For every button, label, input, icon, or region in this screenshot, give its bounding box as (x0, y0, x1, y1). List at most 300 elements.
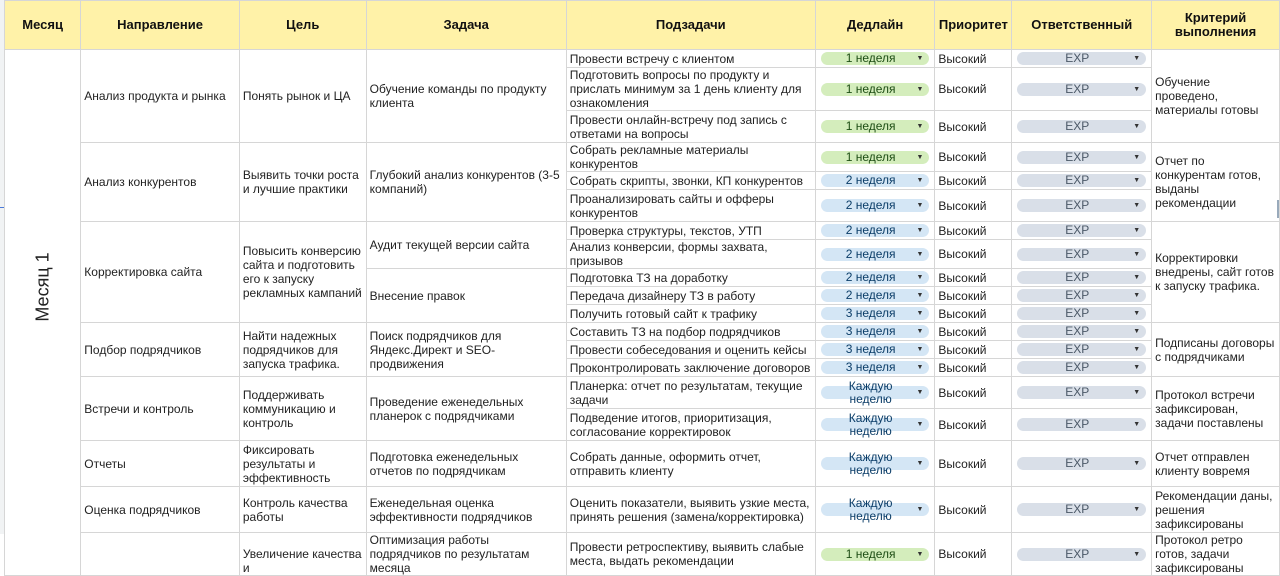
owner-dropdown[interactable] (1017, 386, 1146, 399)
deadline-value: 3 неделя (845, 360, 896, 374)
subtask-cell[interactable] (566, 487, 815, 533)
subtask-cell-text: Провести встречу с клиентом (569, 51, 735, 66)
owner-value: EXP (1065, 198, 1090, 212)
deadline-value: 1 неделя (845, 119, 896, 133)
deadline-dropdown[interactable] (821, 248, 930, 261)
deadline-cell[interactable] (815, 487, 935, 533)
goal-cell[interactable] (239, 441, 366, 487)
owner-dropdown[interactable] (1017, 343, 1146, 356)
dropdown-arrow-icon[interactable]: ▼ (916, 364, 924, 371)
task-cell-text: Обучение команды по продукту клиента (369, 82, 547, 110)
owner-value: EXP (1065, 502, 1090, 516)
deadline-cell[interactable] (815, 222, 935, 240)
table-row (5, 441, 1280, 487)
dropdown-arrow-icon[interactable]: ▼ (916, 55, 924, 62)
deadline-cell[interactable] (815, 409, 935, 441)
subtask-cell-text: Составить ТЗ на подбор подрядчиков (569, 324, 781, 339)
priority-cell-text: Высокий (938, 385, 987, 400)
owner-cell[interactable] (1012, 341, 1152, 359)
deadline-value: Каждую неделю (848, 378, 893, 406)
subtask-cell[interactable] (566, 269, 815, 287)
priority-cell[interactable] (935, 50, 1012, 68)
direction-cell-text: Анализ конкурентов (84, 175, 197, 189)
deadline-dropdown[interactable] (821, 151, 930, 164)
priority-cell-text: Высокий (938, 198, 987, 213)
header-row (5, 1, 1280, 50)
owner-cell[interactable] (1012, 409, 1152, 441)
priority-cell[interactable] (935, 441, 1012, 487)
task-cell-text: Внесение правок (369, 288, 465, 303)
criterion-cell-text: Отчет по конкурентам готов, выданы рекомендации (1155, 154, 1261, 210)
priority-cell-text: Высокий (938, 342, 987, 357)
priority-cell[interactable] (935, 68, 1012, 111)
table-row (5, 487, 1280, 533)
deadline-cell[interactable] (815, 377, 935, 409)
subtask-cell[interactable] (566, 359, 815, 377)
dropdown-arrow-icon[interactable]: ▼ (1133, 292, 1141, 299)
deadline-dropdown[interactable] (821, 289, 930, 302)
deadline-dropdown[interactable] (821, 410, 930, 438)
deadline-cell[interactable] (815, 441, 935, 487)
owner-dropdown[interactable] (1017, 248, 1146, 261)
criterion-cell-text: Отчет отправлен клиенту вовремя (1155, 449, 1250, 478)
table-row (5, 143, 1280, 172)
deadline-value: Каждую неделю (848, 495, 893, 523)
subtask-cell[interactable] (566, 172, 815, 190)
owner-cell[interactable] (1012, 305, 1152, 323)
deadline-cell[interactable] (815, 341, 935, 359)
goal-cell-text: Фиксировать результаты и эффективность (242, 442, 331, 485)
deadline-cell[interactable] (815, 269, 935, 287)
owner-cell[interactable] (1012, 143, 1152, 172)
dropdown-arrow-icon[interactable]: ▼ (1133, 274, 1141, 281)
task-cell-text: Аудит текущей версии сайта (369, 238, 530, 252)
goal-cell[interactable] (239, 533, 366, 576)
owner-dropdown[interactable] (1017, 289, 1146, 302)
dropdown-arrow-icon[interactable]: ▼ (1133, 460, 1141, 467)
priority-cell-text: Высокий (938, 360, 987, 375)
criterion-cell[interactable] (1152, 533, 1280, 576)
dropdown-arrow-icon[interactable]: ▼ (916, 123, 924, 130)
deadline-value: 2 неделя (845, 246, 896, 261)
owner-value: EXP (1065, 119, 1090, 133)
subtask-cell-text: Проверка структуры, текстов, УТП (569, 223, 762, 238)
month-cell[interactable] (5, 50, 81, 576)
owner-dropdown[interactable] (1017, 548, 1146, 561)
owner-dropdown[interactable] (1017, 361, 1146, 374)
dropdown-arrow-icon[interactable]: ▼ (916, 346, 924, 353)
owner-dropdown[interactable] (1017, 199, 1146, 212)
header-subtasks[interactable]: Подзадачи (566, 1, 815, 50)
owner-cell[interactable] (1012, 240, 1152, 269)
deadline-cell[interactable] (815, 190, 935, 222)
owner-value: EXP (1065, 324, 1090, 338)
subtask-cell[interactable] (566, 341, 815, 359)
deadline-cell[interactable] (815, 172, 935, 190)
goal-cell[interactable] (239, 323, 366, 377)
subtask-cell[interactable] (566, 377, 815, 409)
dropdown-arrow-icon[interactable]: ▼ (1133, 250, 1141, 258)
goal-cell[interactable] (239, 222, 366, 323)
subtask-cell[interactable] (566, 533, 815, 576)
dropdown-arrow-icon[interactable]: ▼ (916, 389, 924, 396)
owner-cell[interactable] (1012, 50, 1152, 68)
owner-dropdown[interactable] (1017, 457, 1146, 470)
goal-cell-text: Понять рынок и ЦА (242, 89, 351, 103)
deadline-cell[interactable] (815, 68, 935, 111)
priority-cell-text: Высокий (938, 324, 987, 339)
deadline-value: 3 неделя (845, 324, 896, 338)
table-row (5, 50, 1280, 68)
deadline-dropdown[interactable] (821, 378, 930, 406)
dropdown-arrow-icon[interactable]: ▼ (916, 202, 924, 209)
criterion-cell[interactable] (1152, 143, 1280, 222)
month-label: Месяц 1 (32, 252, 53, 322)
criterion-cell-text: Обучение проведено, материалы готовы (1155, 75, 1259, 117)
subtask-cell[interactable] (566, 287, 815, 305)
subtask-cell[interactable] (566, 190, 815, 222)
priority-cell-text: Высокий (938, 173, 987, 188)
header-deadline[interactable]: Дедлайн (815, 1, 935, 50)
owner-cell[interactable] (1012, 441, 1152, 487)
header-priority[interactable]: Приоритет (935, 1, 1012, 50)
deadline-dropdown[interactable] (821, 343, 930, 356)
subtask-cell-text: Проконтролировать заключение договоров (569, 360, 811, 375)
owner-value: EXP (1065, 306, 1090, 320)
goal-cell[interactable] (239, 50, 366, 143)
priority-cell[interactable] (935, 172, 1012, 190)
dropdown-arrow-icon[interactable]: ▼ (916, 550, 924, 558)
task-cell[interactable] (366, 487, 566, 533)
priority-cell-text: Высокий (938, 270, 987, 285)
direction-cell-text: Подбор подрядчиков (84, 342, 202, 357)
deadline-dropdown[interactable] (821, 271, 930, 284)
direction-cell[interactable] (81, 323, 240, 377)
priority-cell-text: Высокий (938, 502, 987, 517)
owner-dropdown[interactable] (1017, 83, 1146, 96)
dropdown-arrow-icon[interactable]: ▼ (916, 328, 924, 335)
dropdown-arrow-icon[interactable]: ▼ (916, 85, 924, 93)
dropdown-arrow-icon[interactable]: ▼ (1133, 310, 1141, 317)
header-month[interactable]: Месяц (5, 1, 81, 50)
deadline-value: 1 неделя (845, 51, 896, 65)
task-cell-text: Еженедельная оценка эффективности подрядчиков (369, 495, 533, 524)
deadline-dropdown[interactable] (821, 325, 930, 338)
deadline-dropdown[interactable] (821, 120, 930, 133)
dropdown-arrow-icon[interactable]: ▼ (1133, 550, 1141, 558)
deadline-dropdown[interactable] (821, 83, 930, 96)
subtask-cell[interactable] (566, 441, 815, 487)
header-task[interactable]: Задача (366, 1, 566, 50)
subtask-cell-text: Проанализировать сайты и офферы конкурентов (569, 191, 774, 220)
deadline-dropdown[interactable] (821, 224, 930, 237)
subtask-cell-text: Оценить показатели, выявить узкие места, принять решения (замена/корректировка) (569, 495, 810, 524)
criterion-cell-text: Протокол ретро готов, задачи зафиксированы (1155, 533, 1244, 575)
dropdown-arrow-icon[interactable]: ▼ (1133, 506, 1141, 513)
priority-cell-text: Высокий (938, 288, 987, 303)
dropdown-arrow-icon[interactable]: ▼ (1133, 123, 1141, 130)
subtask-cell[interactable] (566, 143, 815, 172)
subtask-cell-text: Провести собеседования и оценить кейсы (569, 342, 807, 357)
direction-cell-text: Отчеты (84, 456, 126, 471)
deadline-cell[interactable] (815, 240, 935, 269)
owner-dropdown[interactable] (1017, 224, 1146, 237)
owner-dropdown[interactable] (1017, 503, 1146, 516)
subtask-cell[interactable] (566, 323, 815, 341)
owner-value: EXP (1065, 417, 1090, 431)
priority-cell-text: Высокий (938, 150, 987, 164)
direction-cell[interactable] (81, 533, 240, 576)
subtask-cell[interactable] (566, 305, 815, 323)
owner-value: EXP (1065, 385, 1090, 399)
deadline-dropdown[interactable] (821, 495, 930, 523)
owner-cell[interactable] (1012, 68, 1152, 111)
owner-value: EXP (1065, 149, 1090, 164)
deadline-dropdown[interactable] (821, 174, 930, 187)
task-cell[interactable] (366, 441, 566, 487)
deadline-cell[interactable] (815, 359, 935, 377)
subtask-cell-text: Собрать рекламные материалы конкурентов (569, 143, 749, 171)
dropdown-arrow-icon[interactable]: ▼ (1133, 389, 1141, 396)
deadline-cell[interactable] (815, 111, 935, 143)
task-cell-text: Глубокий анализ конкурентов (3-5 компаний) (369, 168, 560, 196)
priority-cell[interactable] (935, 190, 1012, 222)
priority-cell-text: Высокий (938, 51, 987, 66)
priority-cell[interactable] (935, 305, 1012, 323)
priority-cell[interactable] (935, 269, 1012, 287)
direction-cell-text: Анализ продукта и рынка (84, 89, 226, 103)
direction-cell-text: Оценка подрядчиков (84, 502, 201, 517)
table-row (5, 533, 1280, 576)
goal-cell-text: Увеличение качества и (242, 547, 362, 575)
deadline-cell[interactable] (815, 143, 935, 172)
deadline-value: Каждую неделю (848, 449, 893, 477)
priority-cell[interactable] (935, 143, 1012, 172)
dropdown-arrow-icon[interactable]: ▼ (916, 421, 924, 428)
task-cell[interactable] (366, 222, 566, 269)
owner-value: EXP (1065, 51, 1090, 65)
direction-cell[interactable] (81, 143, 240, 222)
subtask-cell-text: Собрать данные, оформить отчет, отправить клиенту (569, 449, 761, 478)
deadline-cell[interactable] (815, 533, 935, 576)
priority-cell-text: Высокий (938, 456, 987, 471)
dropdown-arrow-icon[interactable]: ▼ (916, 177, 924, 184)
dropdown-arrow-icon[interactable]: ▼ (1133, 346, 1141, 353)
task-cell-text: Проведение еженедельных планерок с подрядчиками (369, 394, 524, 423)
deadline-value: 2 неделя (845, 173, 896, 187)
deadline-cell[interactable] (815, 50, 935, 68)
subtask-cell[interactable] (566, 409, 815, 441)
subtask-cell-text: Подведение итогов, приоритизация, согласование корректировок (569, 410, 772, 439)
priority-cell[interactable] (935, 359, 1012, 377)
subtask-cell[interactable] (566, 222, 815, 240)
direction-cell-text: Встречи и контроль (84, 401, 194, 416)
header-direction[interactable]: Направление (81, 1, 240, 50)
owner-dropdown[interactable] (1017, 307, 1146, 320)
subtask-cell[interactable] (566, 111, 815, 143)
dropdown-arrow-icon[interactable]: ▼ (1133, 227, 1141, 234)
owner-value: EXP (1065, 81, 1090, 96)
direction-cell[interactable] (81, 222, 240, 323)
owner-value: EXP (1065, 360, 1090, 374)
subtask-cell-text: Подготовить вопросы по продукту и прислать минимум за 1 день клиенту для ознакомления (569, 68, 802, 110)
deadline-value: 3 неделя (845, 306, 896, 320)
deadline-dropdown[interactable] (821, 548, 930, 561)
goal-cell[interactable] (239, 143, 366, 222)
deadline-dropdown[interactable] (821, 449, 930, 477)
priority-cell[interactable] (935, 409, 1012, 441)
goal-cell-text: Выявить точки роста и лучшие практики (242, 168, 359, 196)
dropdown-arrow-icon[interactable]: ▼ (916, 227, 924, 234)
dropdown-arrow-icon[interactable]: ▼ (1133, 328, 1141, 335)
priority-cell[interactable] (935, 341, 1012, 359)
header-goal[interactable]: Цель (239, 1, 366, 50)
owner-value: EXP (1065, 456, 1090, 470)
owner-cell[interactable] (1012, 222, 1152, 240)
owner-cell[interactable] (1012, 377, 1152, 409)
owner-cell[interactable] (1012, 359, 1152, 377)
owner-dropdown[interactable] (1017, 120, 1146, 133)
criterion-cell[interactable] (1152, 441, 1280, 487)
owner-cell[interactable] (1012, 172, 1152, 190)
direction-cell[interactable] (81, 487, 240, 533)
task-cell-text: Подготовка еженедельных отчетов по подрядчикам (369, 449, 519, 478)
dropdown-arrow-icon[interactable]: ▼ (1133, 364, 1141, 371)
goal-cell-text: Контроль качества работы (242, 495, 348, 524)
task-cell-text: Оптимизация работы подрядчиков по результатам месяца (369, 533, 530, 575)
owner-value: EXP (1065, 223, 1090, 237)
criterion-cell-text: Подписаны договоры с подрядчиками (1155, 335, 1275, 364)
deadline-dropdown[interactable] (821, 307, 930, 320)
header-criterion[interactable]: Критерий выполнения (1152, 1, 1280, 50)
task-cell[interactable] (366, 377, 566, 441)
goal-cell-text: Повысить конверсию сайта и подготовить его к запуску рекламных кампаний (242, 244, 362, 300)
dropdown-arrow-icon[interactable]: ▼ (916, 460, 924, 467)
direction-cell[interactable] (81, 50, 240, 143)
subtask-cell-text: Получить готовый сайт к трафику (569, 306, 757, 321)
criterion-cell-text: Протокол встречи зафиксирован, задачи поставлены (1155, 387, 1264, 430)
subtask-cell-text: Провести ретроспективу, выявить слабые места, выдать рекомендации (569, 540, 804, 568)
task-cell[interactable] (366, 143, 566, 222)
goal-cell[interactable] (239, 487, 366, 533)
owner-cell[interactable] (1012, 111, 1152, 143)
deadline-cell[interactable] (815, 287, 935, 305)
priority-cell-text: Высокий (938, 119, 987, 134)
owner-cell[interactable] (1012, 487, 1152, 533)
subtask-cell[interactable] (566, 240, 815, 269)
deadline-cell[interactable] (815, 305, 935, 323)
priority-cell[interactable] (935, 111, 1012, 143)
deadline-value: Каждую неделю (848, 410, 893, 438)
dropdown-arrow-icon[interactable]: ▼ (1133, 153, 1141, 161)
dropdown-arrow-icon[interactable]: ▼ (916, 153, 924, 161)
owner-dropdown[interactable] (1017, 271, 1146, 284)
owner-cell[interactable] (1012, 533, 1152, 576)
goal-cell[interactable] (239, 377, 366, 441)
subtask-cell[interactable] (566, 50, 815, 68)
owner-value: EXP (1065, 270, 1090, 284)
priority-cell[interactable] (935, 240, 1012, 269)
table-row (5, 377, 1280, 409)
owner-cell[interactable] (1012, 190, 1152, 222)
task-cell[interactable] (366, 533, 566, 576)
deadline-value: 1 неделя (845, 149, 896, 164)
owner-value: EXP (1065, 246, 1090, 261)
owner-cell[interactable] (1012, 323, 1152, 341)
deadline-value: 2 неделя (845, 223, 896, 237)
deadline-dropdown[interactable] (821, 52, 930, 65)
priority-cell[interactable] (935, 222, 1012, 240)
dropdown-arrow-icon[interactable]: ▼ (916, 310, 924, 317)
owner-dropdown[interactable] (1017, 325, 1146, 338)
deadline-value: 2 неделя (845, 198, 896, 212)
owner-dropdown[interactable] (1017, 52, 1146, 65)
dropdown-arrow-icon[interactable]: ▼ (1133, 421, 1141, 428)
criterion-cell[interactable] (1152, 487, 1280, 533)
deadline-value: 2 неделя (845, 270, 896, 284)
dropdown-arrow-icon[interactable]: ▼ (1133, 85, 1141, 93)
owner-dropdown[interactable] (1017, 418, 1146, 431)
priority-cell-text: Высокий (938, 247, 987, 261)
subtask-cell-text: Собрать скрипты, звонки, КП конкурентов (569, 173, 803, 188)
deadline-cell[interactable] (815, 323, 935, 341)
priority-cell[interactable] (935, 377, 1012, 409)
deadline-dropdown[interactable] (821, 361, 930, 374)
task-cell[interactable] (366, 323, 566, 377)
subtask-cell-text: Подготовка ТЗ на доработку (569, 270, 728, 285)
subtask-cell[interactable] (566, 68, 815, 111)
dropdown-arrow-icon[interactable]: ▼ (1133, 55, 1141, 62)
dropdown-arrow-icon[interactable]: ▼ (916, 292, 924, 299)
deadline-dropdown[interactable] (821, 199, 930, 212)
task-cell[interactable] (366, 269, 566, 323)
direction-cell-text: Корректировка сайта (84, 265, 203, 279)
owner-cell[interactable] (1012, 269, 1152, 287)
dropdown-arrow-icon[interactable]: ▼ (916, 506, 924, 513)
criterion-cell-text: Рекомендации даны, решения зафиксированы (1155, 488, 1273, 531)
dropdown-arrow-icon[interactable]: ▼ (1133, 177, 1141, 184)
priority-cell[interactable] (935, 287, 1012, 305)
direction-cell[interactable] (81, 441, 240, 487)
owner-dropdown[interactable] (1017, 151, 1146, 164)
owner-dropdown[interactable] (1017, 174, 1146, 187)
dropdown-arrow-icon[interactable]: ▼ (916, 274, 924, 281)
goal-cell-text: Найти надежных подрядчиков для запуска трафика. (242, 328, 340, 371)
dropdown-arrow-icon[interactable]: ▼ (1133, 202, 1141, 209)
table-row (5, 222, 1280, 240)
criterion-cell[interactable] (1152, 222, 1280, 323)
owner-value: EXP (1065, 173, 1090, 187)
subtask-cell-text: Планерка: отчет по результатам, текущие задачи (569, 378, 803, 407)
criterion-cell[interactable] (1152, 50, 1280, 143)
criterion-cell[interactable] (1152, 323, 1280, 377)
dropdown-arrow-icon[interactable]: ▼ (916, 250, 924, 258)
deadline-value: 3 неделя (845, 342, 896, 356)
priority-cell[interactable] (935, 487, 1012, 533)
owner-value: EXP (1065, 546, 1090, 561)
priority-cell-text: Высокий (938, 223, 987, 238)
criterion-cell[interactable] (1152, 377, 1280, 441)
task-cell[interactable] (366, 50, 566, 143)
priority-cell[interactable] (935, 323, 1012, 341)
table-row (5, 323, 1280, 341)
priority-cell-text: Высокий (938, 82, 987, 96)
direction-cell[interactable] (81, 377, 240, 441)
owner-cell[interactable] (1012, 287, 1152, 305)
header-owner[interactable]: Ответственный (1012, 1, 1152, 50)
subtask-cell-text: Провести онлайн-встречу под запись с ответами на вопросы (569, 112, 787, 141)
priority-cell[interactable] (935, 533, 1012, 576)
